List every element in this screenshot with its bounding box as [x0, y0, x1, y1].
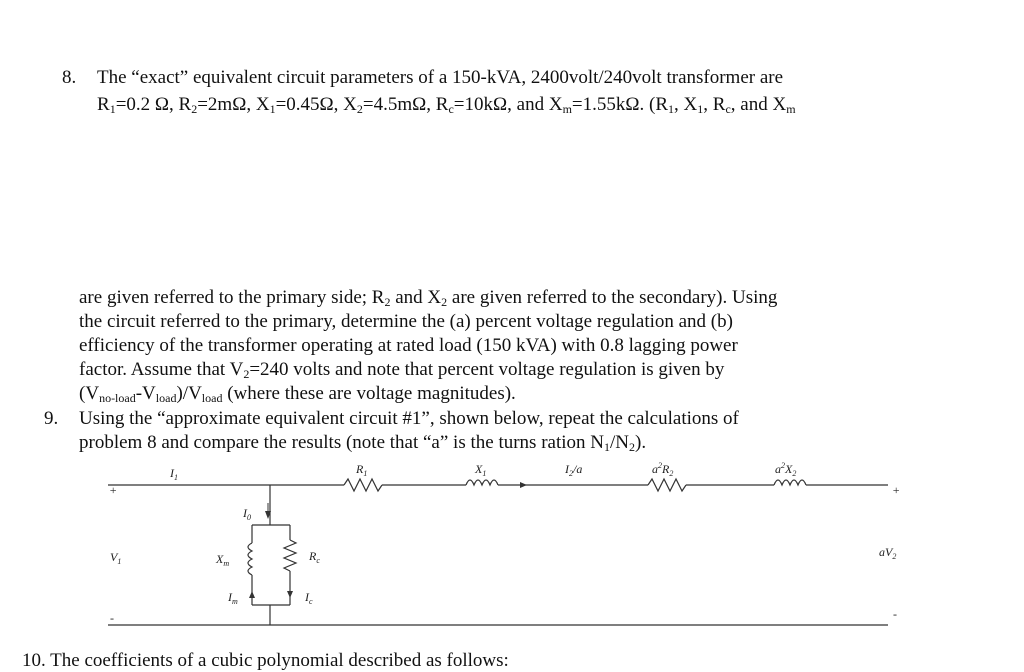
x1-inductor — [466, 480, 498, 485]
a2x2-label: $a^2X_2$ — [775, 461, 797, 478]
xm-label: $X_m$ — [216, 552, 230, 568]
problem-8-line-3: are given referred to the primary side; $R_2$ and $X_2$ are given referred to the secondary). Using — [79, 287, 778, 309]
next-problem-cut-off: 10. The coefficients of a cubic polynomial described as follows: — [22, 650, 509, 671]
xm-inductor — [248, 543, 252, 575]
problem-8-line-7: $(V_{no-load}-V_{load})/V_{load}$ (where these are voltage magnitudes). — [79, 383, 516, 405]
approximate-equivalent-circuit — [0, 455, 1024, 635]
problem-8-line-5: efficiency of the transformer operating at rated load (150 kVA) with 0.8 lagging power — [79, 335, 738, 356]
left-plus-sign: + — [109, 483, 118, 497]
im-label: $I_m$ — [228, 590, 238, 606]
ic-label: $I_c$ — [305, 590, 313, 606]
rc-resistor — [284, 540, 296, 571]
problem-9-number: 9. — [44, 408, 59, 429]
r1-label: $R_1$ — [356, 462, 368, 478]
av2-label: $aV_2$ — [879, 545, 897, 561]
current-arrow-ic — [287, 591, 293, 598]
i0-label: $I_0$ — [243, 506, 251, 522]
i2-over-a-label: $I_2/a$ — [565, 462, 583, 478]
problem-8-line-4: the circuit referred to the primary, determine the (a) percent voltage regulation and (b) — [79, 311, 733, 332]
problem-9-line-1: Using the “approximate equivalent circuit #1”, shown below, repeat the calculations of — [79, 408, 739, 429]
a2r2-label: $a^2R_2$ — [652, 461, 674, 478]
current-arrow-i2a — [520, 482, 527, 488]
rc-label: $R_c$ — [309, 549, 320, 565]
x1-label: $X_1$ — [475, 462, 487, 478]
problem-9-line-2: problem 8 and compare the results (note that “a” is the turns ration $N_1/N_2$). — [79, 432, 647, 454]
right-minus-sign: - — [893, 607, 897, 621]
problem-8-number: 8. — [62, 67, 77, 88]
current-arrow-im — [249, 591, 255, 598]
problem-8-line-6: factor. Assume that $V_2=240$ volts and note that percent voltage regulation is given by — [79, 359, 725, 381]
v1-label: $V_1$ — [110, 550, 122, 566]
left-minus-sign: - — [110, 611, 114, 625]
problem-8-line-1: The “exact” equivalent circuit parameters of a 150-kVA, 2400volt/240volt transformer are — [97, 67, 784, 88]
a2x2-inductor — [774, 480, 806, 485]
i1-label: $I_1$ — [170, 466, 178, 482]
r1-resistor — [344, 479, 382, 491]
right-plus-sign: + — [892, 483, 901, 497]
a2r2-resistor — [648, 479, 686, 491]
problem-8-line-2: $R_1=0.2$ Ω, $R_2=2m\Omega$, $X_1=0.45\Omega$, $X_2=4.5m\Omega$, $R_c=10k\Omega$, and $X_m=1.55k\Omega$. ($R_1$, $X_1$, $R_c$, and $X_m$ — [97, 94, 796, 116]
